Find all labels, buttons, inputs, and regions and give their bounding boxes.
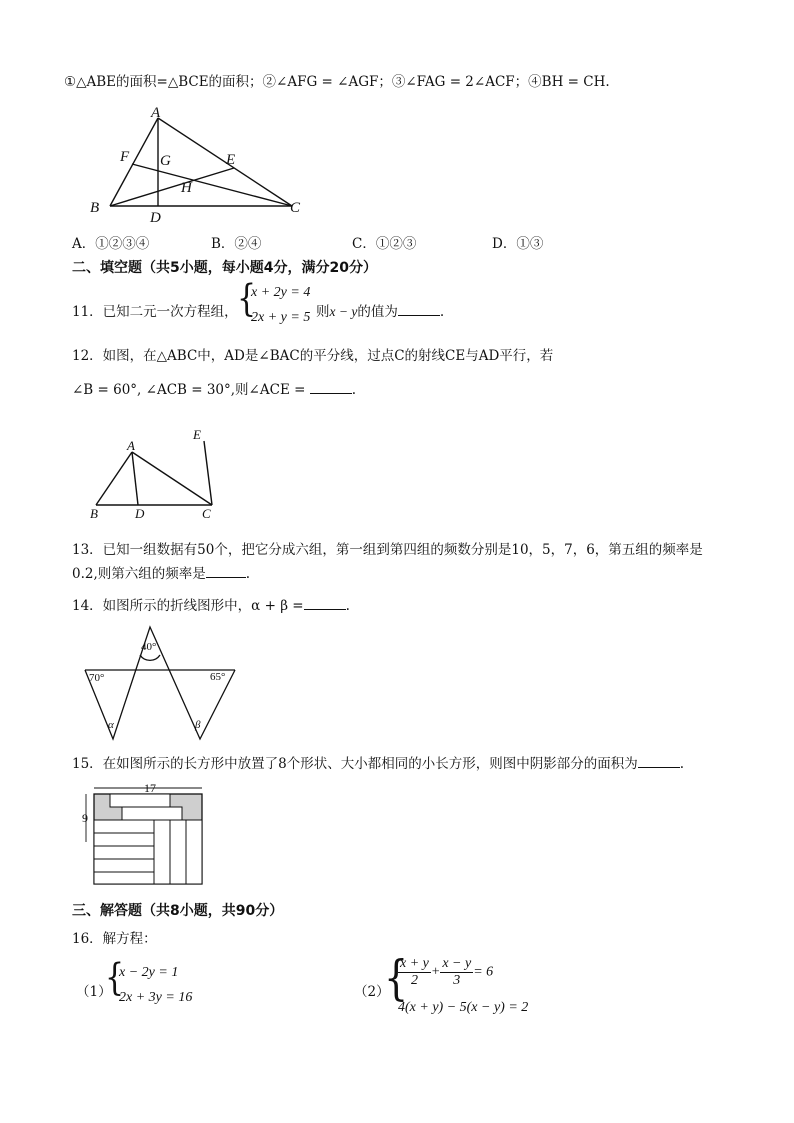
q16-part2-eq2: 4(x + y) − 5(x − y) = 2 [398, 1000, 529, 1015]
q12-line1: 12．如图，在△ABC中，AD是∠BAC的平分线，过点C的射线CE与AD平行，若 [72, 348, 554, 364]
q14-answer-blank[interactable] [304, 597, 346, 610]
label-h: H [181, 180, 192, 196]
label-e: E [226, 152, 236, 168]
angle-left: 70° [89, 672, 105, 684]
q11-suffix [316, 300, 444, 320]
rectangle-figure [82, 781, 207, 888]
q16-part2-eq1 [398, 956, 493, 989]
q15-end: . [679, 756, 685, 772]
height-label: 9 [82, 811, 88, 825]
q16-title: 16．解方程： [72, 931, 157, 947]
label-c: C [290, 200, 301, 216]
section-3-heading: 三、解答题（共8小题，共90分） [72, 903, 284, 919]
choice-a[interactable]: A．①②③④ [72, 236, 150, 252]
choice-c[interactable]: C．①②③ [352, 236, 417, 252]
zigzag-figure [80, 625, 240, 745]
fraction-1 [398, 956, 431, 989]
angle-top: 40° [141, 641, 157, 653]
label-a: A [151, 105, 161, 121]
q12-line2 [72, 378, 356, 398]
triangle-figure-abc [84, 106, 314, 226]
q12-end: . [351, 382, 357, 398]
q12-condition: ∠B = 60°, ∠ACB = 30°,则∠ACE = [72, 382, 306, 398]
fraction-2 [440, 956, 473, 989]
angle-beta: β [195, 719, 201, 731]
q16-part1-brace: { [105, 956, 125, 1000]
section-2-heading: 二、填空题（共5小题，每小题4分，满分20分） [72, 260, 377, 276]
label-b: B [90, 506, 98, 521]
choice-b[interactable]: B．②④ [211, 236, 262, 252]
label-f: F [120, 149, 130, 165]
q16-part2-brace: { [384, 950, 409, 1006]
label-c: C [202, 506, 211, 521]
label-d: D [150, 210, 161, 226]
statement-line: ①△ABE的面积=△BCE的面积；②∠AFG = ∠AGF；③∠FAG = 2∠ACF；④BH = CH. [64, 74, 610, 90]
label-g: G [160, 153, 171, 169]
q11-value-of: 的值为 [357, 304, 398, 320]
q13-answer-blank[interactable] [206, 565, 246, 578]
angle-right: 65° [210, 671, 226, 683]
width-label: 17 [144, 781, 156, 795]
q13-end: . [245, 566, 251, 582]
fraction-2-denominator: 3 [453, 973, 461, 988]
triangle-figure-ce [80, 415, 240, 525]
q11-eq1: x + 2y = 4 [251, 285, 311, 300]
q14-end: . [345, 598, 350, 614]
q16-part2-label: （2） [354, 984, 390, 1000]
q13-line1: 13．已知一组数据有50个，把它分成六组，第一组到第四组的频数分别是10，5，7，6，第五组的频率是 [72, 542, 703, 558]
label-d: D [135, 506, 145, 521]
choice-d[interactable]: D．①③ [492, 236, 544, 252]
fraction-1-numerator: x + y [400, 956, 429, 971]
q11-expr: x − y [329, 304, 358, 319]
q14-line [72, 594, 350, 614]
q11-end: . [439, 304, 445, 320]
label-e: E [193, 427, 201, 442]
q11-brace: { [237, 277, 257, 321]
q15-line [72, 752, 684, 772]
q11-eq2: 2x + y = 5 [251, 310, 311, 325]
q14-text: 14．如图所示的折线图形中，α + β = [72, 598, 304, 614]
fraction-1-denominator: 2 [410, 973, 418, 988]
q13-line2 [72, 562, 250, 582]
q15-answer-blank[interactable] [638, 755, 680, 768]
fraction-2-numerator: x − y [442, 956, 472, 971]
q15-text: 15．在如图所示的长方形中放置了8个形状、大小都相同的小长方形，则图中阴影部分的面积为 [72, 756, 638, 772]
angle-alpha: α [108, 719, 114, 731]
q16-part1-label: （1） [76, 984, 112, 1000]
q11-then: 则 [316, 304, 330, 320]
q11-prefix: 11．已知二元一次方程组， [72, 304, 238, 320]
equals-six: = 6 [473, 964, 494, 980]
q11-answer-blank[interactable] [398, 303, 440, 316]
q16-part1-eq2: 2x + 3y = 16 [119, 990, 193, 1005]
q12-answer-blank[interactable] [310, 381, 352, 394]
label-a: A [127, 438, 135, 453]
q16-part1-eq1: x − 2y = 1 [119, 965, 179, 980]
plus-sign: + [430, 964, 441, 980]
label-b: B [90, 200, 100, 216]
q13-text: 0.2,则第六组的频率是 [72, 566, 206, 582]
